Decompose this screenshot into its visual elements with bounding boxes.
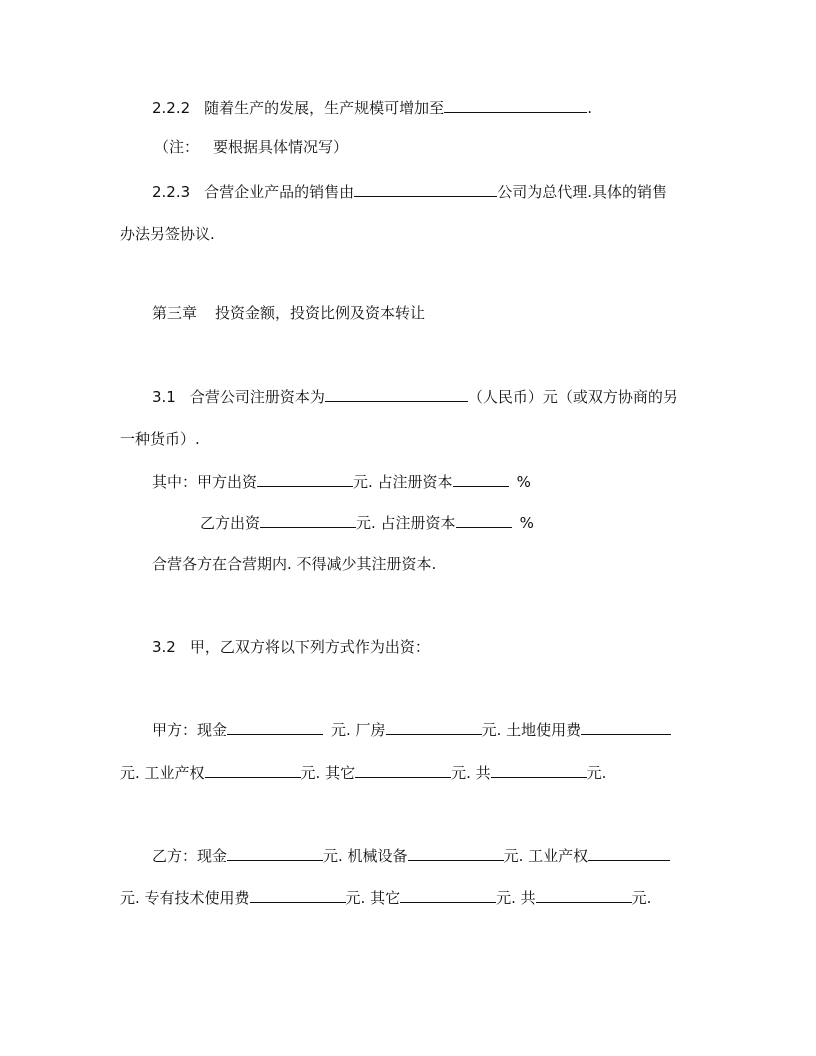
no-reduce-line: 合营各方在合营期内. 不得减少其注册资本.	[152, 555, 437, 573]
fill-blank[interactable]	[227, 719, 323, 735]
clause-text: 甲，乙双方将以下列方式作为出资：	[189, 638, 430, 656]
party-a-text: 元. 共	[451, 764, 491, 782]
fill-blank[interactable]	[257, 471, 353, 487]
party-b-line2	[120, 887, 651, 908]
fill-blank[interactable]	[400, 887, 496, 903]
party-a-text: 元. 工业产权	[120, 764, 205, 782]
party-a-line2	[120, 762, 606, 783]
party-a-text: 元. 土地使用费	[481, 721, 582, 739]
clause-text: 合营企业产品的销售由	[204, 183, 355, 201]
clause-end: .	[587, 99, 592, 117]
fill-blank[interactable]	[491, 762, 587, 778]
fill-blank[interactable]	[260, 512, 356, 528]
clause-3-1-line2: 一种货币）.	[120, 430, 200, 448]
fill-blank[interactable]	[408, 845, 504, 861]
percent-sign: %	[516, 473, 531, 491]
party-b-text: 元. 共	[496, 889, 536, 907]
share-text: 元. 占注册资本	[356, 514, 456, 532]
fill-blank[interactable]	[250, 887, 346, 903]
party-b-text: 元. 工业产权	[503, 847, 589, 865]
share-text: 元. 占注册资本	[353, 473, 453, 491]
clause-number: 3.1	[152, 388, 176, 406]
party-b-share-label: 乙方出资	[200, 514, 261, 532]
fill-blank[interactable]	[453, 471, 509, 487]
fill-blank[interactable]	[536, 887, 632, 903]
party-a-label: 甲方：现金	[152, 721, 228, 739]
clause-number: 2.2.3	[152, 183, 191, 201]
note-line	[154, 137, 348, 157]
clause-2-2-3	[152, 181, 667, 202]
fill-blank[interactable]	[227, 845, 323, 861]
clause-text-cont: （人民币）元（或双方协商的另	[467, 388, 678, 406]
chapter-label: 第三章	[152, 304, 198, 322]
fill-blank[interactable]	[205, 762, 301, 778]
party-a-share-line	[152, 471, 531, 492]
fill-blank[interactable]	[444, 97, 587, 113]
party-b-share-line	[200, 512, 534, 533]
clause-text: 随着生产的发展，生产规模可增加至	[204, 99, 445, 117]
party-b-text: 元. 机械设备	[323, 847, 408, 865]
fill-blank[interactable]	[386, 719, 482, 735]
party-b-line1	[152, 845, 670, 866]
fill-blank[interactable]	[325, 386, 468, 402]
clause-text-cont: 公司为总代理.具体的销售	[497, 183, 667, 201]
party-a-share-label: 其中：甲方出资	[152, 473, 258, 491]
chapter-heading	[152, 303, 425, 323]
party-b-text: 元. 专有技术使用费	[120, 889, 250, 907]
chapter-title: 投资金额，投资比例及资本转让	[215, 304, 426, 322]
party-a-text: 元. 厂房	[331, 721, 386, 739]
party-a-text: 元.	[586, 764, 607, 782]
fill-blank[interactable]	[354, 181, 497, 197]
party-b-text: 元. 其它	[345, 889, 401, 907]
fill-blank[interactable]	[588, 845, 670, 861]
party-b-label: 乙方：现金	[152, 847, 228, 865]
fill-blank[interactable]	[581, 719, 671, 735]
note-text: 要根据具体情况写）	[213, 138, 349, 156]
clause-number: 3.2	[152, 638, 176, 656]
party-a-line1	[152, 719, 671, 740]
fill-blank[interactable]	[456, 512, 512, 528]
clause-3-1	[152, 386, 678, 407]
clause-number: 2.2.2	[152, 99, 191, 117]
clause-3-2	[152, 637, 430, 657]
clause-2-2-2	[152, 97, 592, 118]
percent-sign: %	[519, 514, 534, 532]
fill-blank[interactable]	[355, 762, 451, 778]
clause-2-2-3-line2: 办法另签协议.	[120, 225, 215, 243]
party-b-text: 元.	[631, 889, 652, 907]
clause-text: 合营公司注册资本为	[189, 388, 325, 406]
note-open: （注：	[154, 138, 200, 156]
party-a-text: 元. 其它	[300, 764, 356, 782]
